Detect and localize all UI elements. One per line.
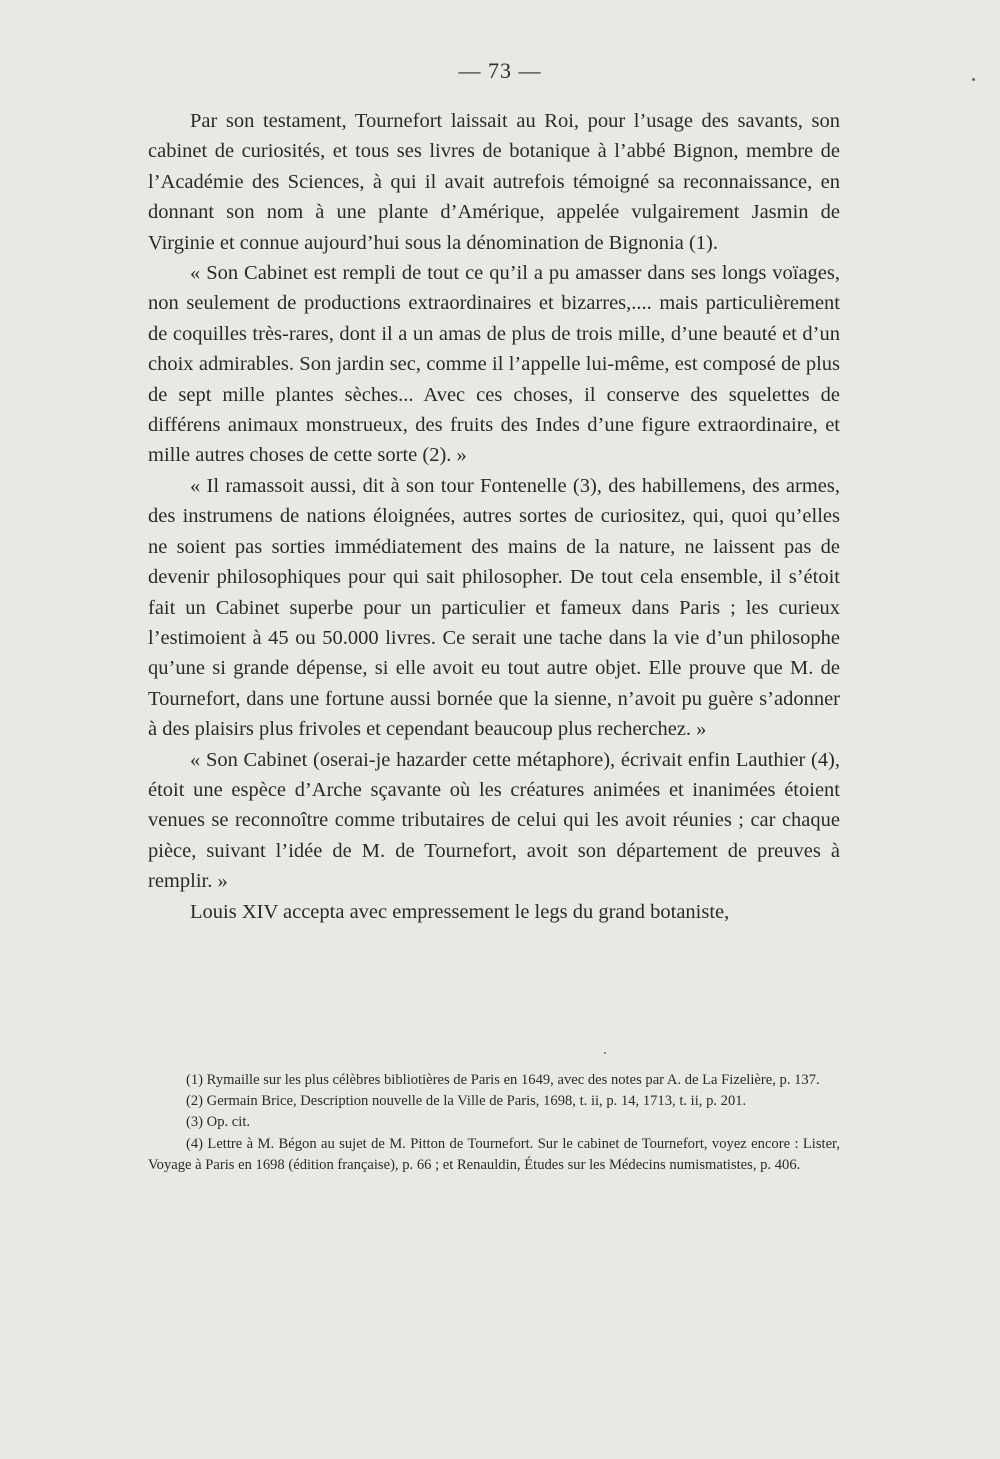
footnote: (1) Rymaille sur les plus célèbres bibliotières de Paris en 1649, avec des notes par A. de La Fizelière, p. 137. — [186, 1072, 820, 1088]
body-text — [148, 106, 840, 927]
paper-speck — [972, 78, 975, 81]
paragraph: « Son Cabinet (oserai-je hazarder cette métaphore), écrivait enfin Lauthier (4), étoit une espèce d’Arche sçavante où les créatures animées et inanimées étoient venues se reconnoître comme tributaires de celui qui les avoit réunies ; car chaque pièce, suivant l’idée de M. de Tournefort, avoit son département de preuves à remplir. » — [148, 748, 840, 893]
footnote: (3) Op. cit. — [186, 1114, 251, 1131]
paragraph: « Il ramassoit aussi, dit à son tour Fontenelle (3), des habillemens, des armes, des instrumens de nations éloignées, autres sortes de curiositez, qui, quoi qu’elles ne soient pas sorties immédiatement des mains de la nature, ne laissent pas de devenir philosophiques pour qui sait philosopher. De tout cela ensemble, il s’étoit fait un Cabinet superbe pour un particulier et fameux dans Paris ; les curieux l’estimoient à 45 ou 50.000 livres. Ce serait une tache dans la vie d’un philosophe qu’une si grande dépense, si elle avoit eu tout autre objet. Elle prouve que M. de Tournefort, dans une fortune aussi bornée que la sienne, n’avoit pu guère s’adonner à des plaisirs plus frivoles et cependant beaucoup plus recherchez. » — [148, 474, 840, 741]
paragraph: « Son Cabinet est rempli de tout ce qu’il a pu amasser dans ses longs voïages, non seulement de productions extraordinaires et bizarres,.... mais particulièrement de coquilles très-rares, dont il a un amas de plus de trois mille, d’une beauté et d’un choix admirables. Son jardin sec, comme il l’appelle lui-même, est composé de plus de sept mille plantes sèches... Avec ces choses, il conserve des squelettes de différens animaux monstrueux, des fruits des Indes d’une figure extraordinaire, et mille autres choses de cette sorte (2). » — [148, 262, 840, 467]
page-number: — 73 — — [458, 58, 542, 83]
footnote: (2) Germain Brice, Description nouvelle de la Ville de Paris, 1698, t. ii, p. 14, 1713, t. ii, p. 201. — [186, 1093, 747, 1110]
footnotes — [148, 1070, 840, 1176]
paragraph: Louis XIV accepta avec empressement le legs du grand botaniste, — [190, 900, 730, 923]
paragraph: Par son testament, Tournefort laissait au Roi, pour l’usage des savants, son cabinet de curiosités, et tous ses livres de botanique à l’abbé Bignon, membre de l’Académie des Sciences, à qui il avait autrefois témoigné sa reconnaissance, en donnant son nom à une plante d’Amérique, appelée vulgairement Jasmin de Virginie et connue aujourd’hui sous la dénomination de Bignonia (1). — [148, 110, 840, 254]
paper-speck — [604, 1052, 606, 1054]
footnote: (4) Lettre à M. Bégon au sujet de M. Pitton de Tournefort. Sur le cabinet de Tournefort, voyez encore : Lister, Voyage à Paris en 1698 (édition française), p. 66 ; et Renauldin, Études sur les Médecins numismatistes, p. 406. — [148, 1135, 840, 1173]
